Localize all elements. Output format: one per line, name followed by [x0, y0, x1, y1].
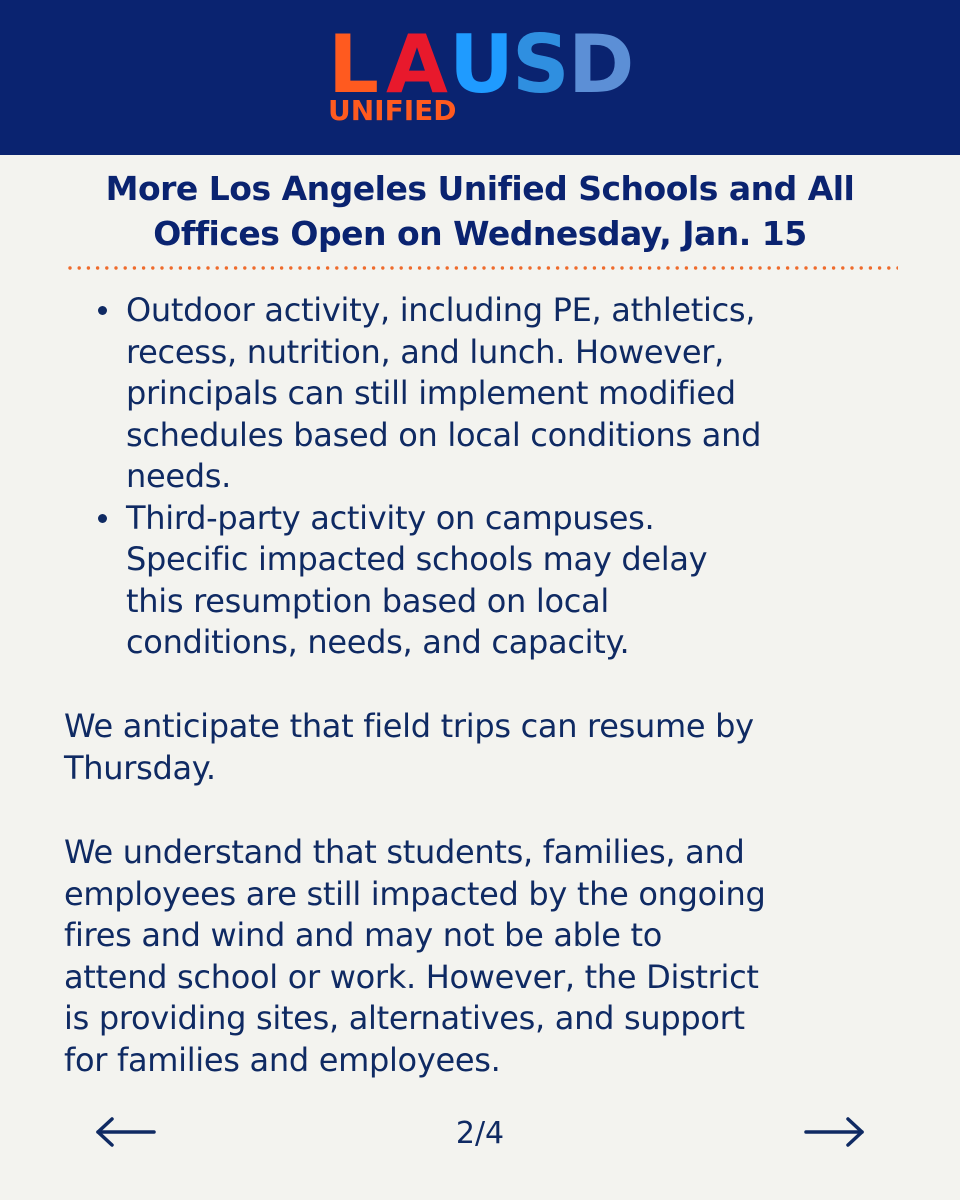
title-line: More Los Angeles Unified Schools and All: [105, 169, 855, 208]
bullet-list: [90, 290, 946, 664]
bullet-line: Third-party activity on campuses.: [126, 498, 655, 537]
lausd-logo-graphic: [328, 26, 638, 126]
bullet-dot-icon: [98, 306, 107, 315]
bullet-line: principals can still implement modified: [126, 374, 736, 412]
previous-page-button[interactable]: [94, 1110, 158, 1154]
paragraph-line: Thursday.: [64, 748, 216, 787]
bullet-dot-icon: [98, 514, 107, 523]
support-paragraph: [64, 832, 914, 1081]
paragraph-line: We anticipate that field trips can resume by: [64, 707, 754, 745]
bullet-line: needs.: [126, 457, 232, 495]
bullet-line: schedules based on local conditions and: [126, 415, 762, 454]
bullet-line: this resumption based on local: [126, 581, 609, 620]
paragraph-line: employees are still impacted by the ongoing: [64, 874, 766, 913]
logo-letter-a: A: [386, 26, 448, 111]
paragraph-line: fires and wind and may not be able to: [64, 916, 663, 954]
logo-letter-u: U: [449, 26, 514, 111]
title-line: Offices Open on Wednesday, Jan. 15: [153, 214, 807, 253]
dotted-divider: [68, 266, 898, 270]
arrow-right-icon: [802, 1110, 866, 1154]
paragraph-line: We understand that students, families, and: [64, 833, 745, 871]
lausd-logo: [328, 26, 638, 126]
logo-letter-s: S: [512, 26, 570, 111]
logo-letter-d: D: [568, 26, 635, 111]
bullet-line: Specific impacted schools may delay: [126, 540, 708, 578]
logo-letter-l: L: [328, 26, 379, 111]
next-page-button[interactable]: [802, 1110, 866, 1154]
bullet-item-third-party-activity: [126, 498, 946, 664]
bullet-line: conditions, needs, and capacity.: [126, 623, 630, 661]
arrow-left-icon: [94, 1110, 158, 1154]
paragraph-line: is providing sites, alternatives, and support: [64, 999, 745, 1037]
page-indicator: 2/4: [455, 1116, 505, 1151]
paragraph-line: attend school or work. However, the District: [64, 957, 759, 996]
bullet-item-outdoor-activity: [126, 290, 946, 498]
field-trips-paragraph: [64, 706, 914, 789]
logo-subtitle: UNIFIED: [328, 94, 457, 126]
page-title: [40, 166, 920, 256]
paragraph-line: for families and employees.: [64, 1040, 501, 1079]
bullet-line: Outdoor activity, including PE, athletics,: [126, 291, 756, 329]
header-banner: [0, 0, 960, 155]
bullet-line: recess, nutrition, and lunch. However,: [126, 332, 725, 371]
